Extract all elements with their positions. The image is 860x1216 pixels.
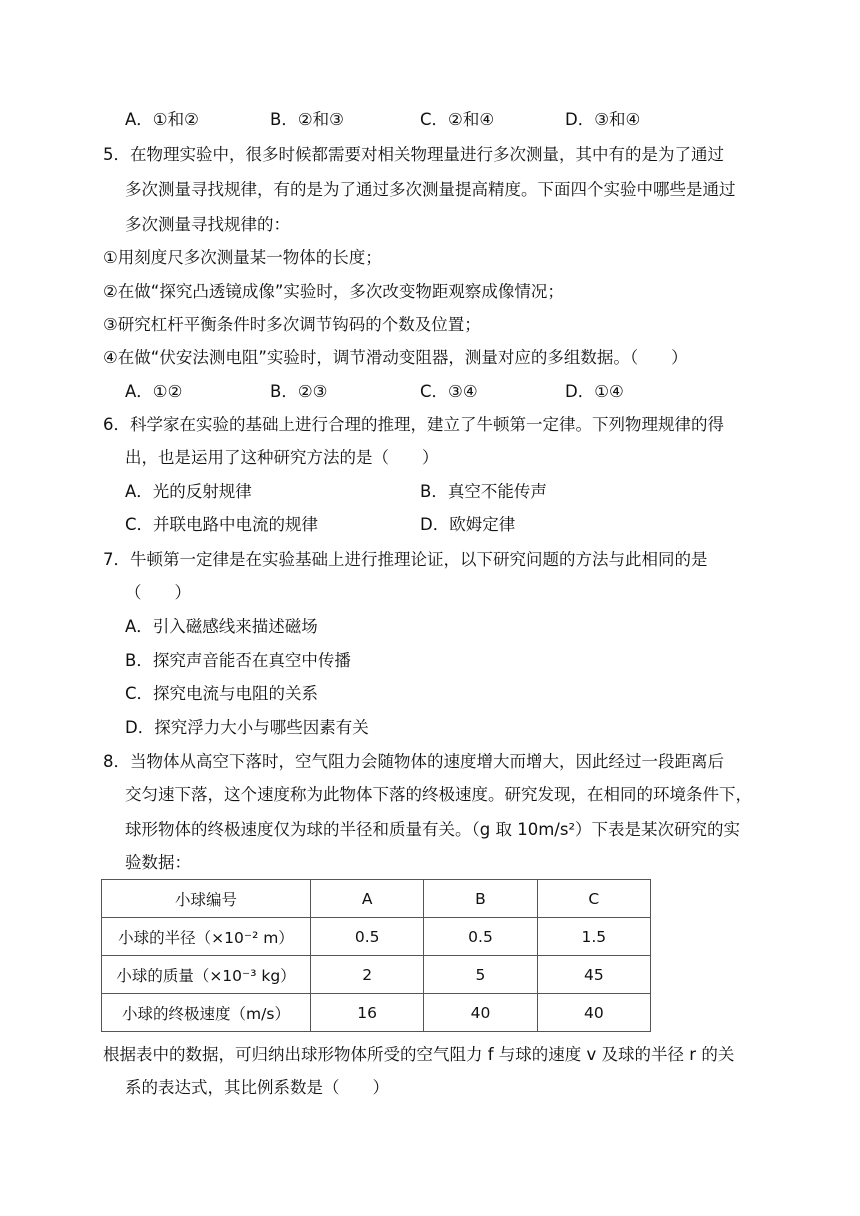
- q6-options-row-2: [0, 515, 860, 535]
- table-cell: 1.5: [537, 918, 650, 956]
- q6-option-a[interactable]: A．光的反射规律: [125, 482, 252, 501]
- q8-stem-line-3: 球形物体的终极速度仅为球的半径和质量有关。（g 取 10m/s²）下表是某次研究的实: [125, 820, 741, 839]
- table-cell: 0.5: [311, 918, 424, 956]
- q5-item-1: ①用刻度尺多次测量某一物体的长度；: [103, 248, 382, 267]
- q5-item-2: ②在做“探究凸透镜成像”实验时，多次改变物距观察成像情况；: [103, 282, 564, 301]
- row-label-radius: 小球的半径（×10⁻² m）: [102, 918, 311, 956]
- q6-options-row-1: [0, 482, 860, 502]
- q7-option-c[interactable]: C．探究电流与电阻的关系: [125, 684, 319, 703]
- q6-stem-line-2: 出，也是运用了这种研究方法的是（ ）: [125, 448, 439, 467]
- q8-stem-line-4: 验数据：: [125, 853, 191, 872]
- q8-stem-line-2: 交匀速下落，这个速度称为此物体下落的终极速度。研究发现，在相同的环境条件下，: [125, 785, 752, 804]
- q8-after-line-1: 根据表中的数据，可归纳出球形物体所受的空气阻力 f 与球的速度 v 及球的半径 r 的关: [103, 1045, 735, 1064]
- table-cell: 5: [424, 956, 537, 994]
- ball-data-table: [101, 879, 651, 1032]
- q4-option-d[interactable]: D．③和④: [565, 110, 641, 129]
- q8-stem-line-1: 8．当物体从高空下落时，空气阻力会随物体的速度增大而增大，因此经过一段距离后: [103, 752, 724, 771]
- q5-option-d[interactable]: D．①④: [565, 382, 624, 401]
- row-label-mass: 小球的质量（×10⁻³ kg）: [102, 956, 311, 994]
- q5-stem-line-1: 5．在物理实验中，很多时候都需要对相关物理量进行多次测量，其中有的是为了通过: [103, 145, 724, 164]
- q5-option-c[interactable]: C．③④: [420, 382, 478, 401]
- table-cell: 40: [424, 994, 537, 1032]
- q4-option-c[interactable]: C．②和④: [420, 110, 495, 129]
- q7-option-b[interactable]: B．探究声音能否在真空中传播: [125, 651, 351, 670]
- table-header-cell: 小球编号: [102, 880, 311, 918]
- table-cell: 16: [311, 994, 424, 1032]
- q7-stem-line-2: （ ）: [125, 583, 191, 602]
- q6-stem-line-1: 6．科学家在实验的基础上进行合理的推理，建立了牛顿第一定律。下列物理规律的得: [103, 415, 724, 434]
- q5-options: [0, 382, 860, 402]
- q6-option-c[interactable]: C．并联电路中电流的规律: [125, 515, 319, 534]
- q4-options: [0, 110, 860, 130]
- q5-option-a[interactable]: A．①②: [125, 382, 183, 401]
- table-cell: 40: [537, 994, 650, 1032]
- table-header-cell: A: [311, 880, 424, 918]
- q5-stem-line-2: 多次测量寻找规律，有的是为了通过多次测量提高精度。下面四个实验中哪些是通过: [125, 180, 736, 199]
- q7-option-d[interactable]: D．探究浮力大小与哪些因素有关: [125, 718, 369, 737]
- row-label-velocity: 小球的终极速度（m/s）: [102, 994, 311, 1032]
- q4-option-b[interactable]: B．②和③: [270, 110, 344, 129]
- table-row: [102, 994, 651, 1032]
- q8-after-line-2: 系的表达式，其比例系数是（ ）: [125, 1078, 389, 1097]
- q4-option-a[interactable]: A．①和②: [125, 110, 199, 129]
- q5-option-b[interactable]: B．②③: [270, 382, 328, 401]
- table-cell: 45: [537, 956, 650, 994]
- table-header-cell: B: [424, 880, 537, 918]
- q5-item-3: ③研究杠杆平衡条件时多次调节钩码的个数及位置；: [103, 315, 481, 334]
- q6-option-b[interactable]: B．真空不能传声: [420, 482, 547, 501]
- table-header-row: [102, 880, 651, 918]
- table-row: [102, 956, 651, 994]
- q7-option-a[interactable]: A．引入磁感线来描述磁场: [125, 617, 318, 636]
- q5-item-4: ④在做“伏安法测电阻”实验时，调节滑动变阻器，测量对应的多组数据。（ ）: [103, 348, 688, 367]
- q6-option-d[interactable]: D．欧姆定律: [420, 515, 516, 534]
- table-cell: 0.5: [424, 918, 537, 956]
- table-row: [102, 918, 651, 956]
- q7-stem-line-1: 7．牛顿第一定律是在实验基础上进行推理论证，以下研究问题的方法与此相同的是: [103, 550, 708, 569]
- q5-stem-line-3: 多次测量寻找规律的：: [125, 215, 290, 234]
- table-header-cell: C: [537, 880, 650, 918]
- table-cell: 2: [311, 956, 424, 994]
